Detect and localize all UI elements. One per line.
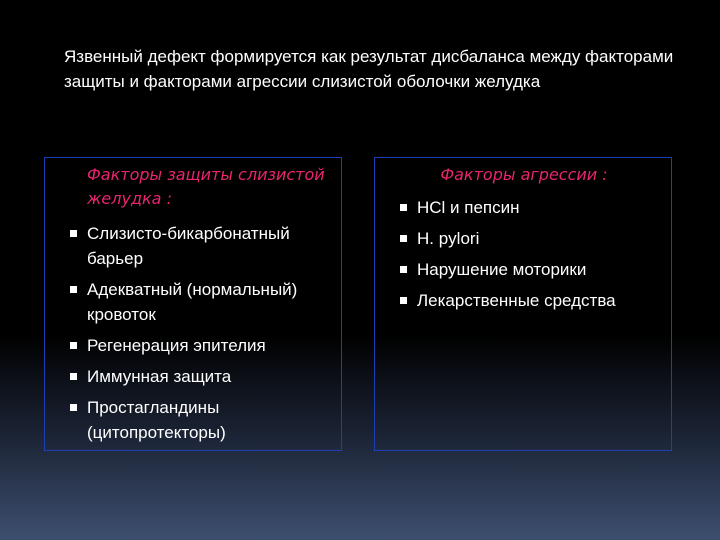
list-item [57,277,337,327]
square-bullet-icon [400,297,407,304]
square-bullet-icon [70,342,77,349]
aggression-factors-list [387,195,667,319]
list-item [57,221,337,271]
list-item-label: H. pylori [417,229,480,248]
list-item [387,288,667,313]
square-bullet-icon [400,235,407,242]
protection-factors-panel [44,157,342,451]
list-item [57,395,337,445]
list-item-label: Иммунная защита [87,367,232,386]
list-item [57,333,337,358]
square-bullet-icon [400,266,407,273]
protection-factors-title: Факторы защиты слизистой желудка : [87,165,325,208]
list-item [387,195,667,220]
square-bullet-icon [70,373,77,380]
list-item [387,257,667,282]
intro-text: Язвенный дефект формируется как результат дисбаланса между факторами защиты и факторами агрессии слизистой оболочки желудка [64,47,674,91]
list-item-label: Регенерация эпителия [87,336,266,355]
list-item [387,226,667,251]
list-item-label: HCl и пепсин [417,198,520,217]
square-bullet-icon [70,404,77,411]
aggression-factors-panel [374,157,672,451]
list-item-label: Нарушение моторики [417,260,587,279]
list-item-label: Адекватный (нормальный) кровоток [87,280,298,324]
list-item-label: Простагландины (цитопротекторы) [87,398,226,442]
square-bullet-icon [400,204,407,211]
protection-factors-list [57,221,337,451]
list-item-label: Лекарственные средства [417,291,616,310]
aggression-factors-title: Факторы агрессии : [440,165,608,184]
list-item-label: Слизисто-бикарбонатный барьер [87,224,290,268]
square-bullet-icon [70,230,77,237]
square-bullet-icon [70,286,77,293]
list-item [57,364,337,389]
